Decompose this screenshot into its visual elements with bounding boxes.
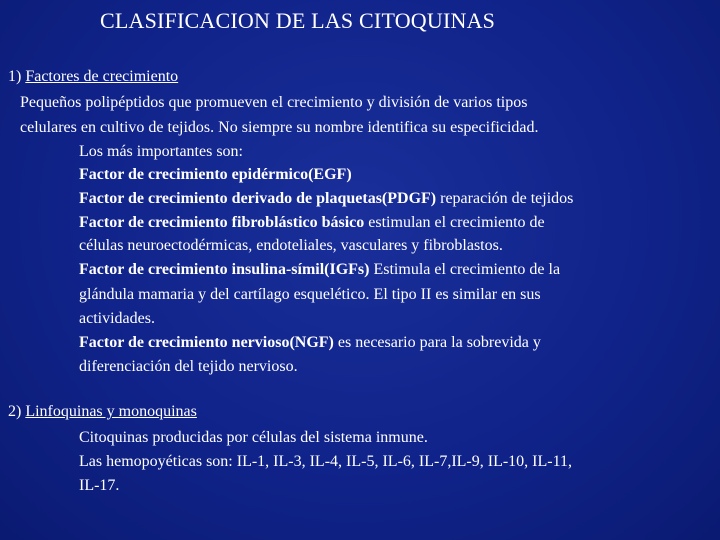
igf-name: Factor de crecimiento insulina-símil(IGFs): [79, 261, 370, 278]
egf-item: [79, 164, 352, 186]
pdgf-item: [79, 188, 573, 210]
fgf-name: Factor de crecimiento fibroblástico básico: [79, 214, 365, 231]
section-2-number: 2): [8, 403, 22, 420]
igf-description-line-3: actividades.: [79, 310, 155, 327]
section-1-intro-line-1: Pequeños polipéptidos que promueven el crecimiento y división de varios tipos: [20, 94, 528, 111]
ngf-description: es necesario para la sobrevida y: [333, 334, 541, 351]
egf-name: Factor de crecimiento epidérmico(EGF): [79, 166, 352, 183]
igf-description-line-2: glándula mamaria y del cartílago esquelético. El tipo II es similar en sus: [79, 286, 541, 303]
section-1-heading: [8, 68, 178, 86]
important-label: Los más importantes son:: [79, 143, 243, 160]
section-1-title: Factores de crecimiento: [25, 68, 179, 85]
igf-item: [79, 259, 560, 281]
ngf-name: Factor de crecimiento nervioso(NGF): [79, 334, 334, 351]
fgf-description: estimulan el crecimiento de: [364, 214, 545, 231]
section-1-number: 1): [8, 68, 22, 85]
slide-title: CLASIFICACION DE LAS CITOQUINAS: [100, 8, 496, 33]
section-2-line-1: Citoquinas producidas por células del sistema inmune.: [79, 429, 428, 446]
igf-description: Estimula el crecimiento de la: [369, 261, 561, 278]
section-2-line-3: IL-17.: [79, 477, 120, 494]
section-1-intro-line-2: celulares en cultivo de tejidos. No siempre su nombre identifica su especificidad.: [20, 119, 539, 136]
section-2-title: Linfoquinas y monoquinas: [25, 403, 197, 420]
fgf-item: [79, 212, 545, 234]
ngf-item: [79, 332, 541, 354]
pdgf-description: reparación de tejidos: [436, 190, 574, 207]
section-2-line-2: Las hemopoyéticas son: IL-1, IL-3, IL-4, IL-5, IL-6, IL-7,IL-9, IL-10, IL-11,: [79, 453, 573, 470]
fgf-description-line-2: células neuroectodérmicas, endoteliales, vasculares y fibroblastos.: [79, 237, 503, 254]
pdgf-name: Factor de crecimiento derivado de plaquetas(PDGF): [79, 190, 437, 207]
section-2-heading: [8, 403, 197, 421]
ngf-description-line-2: diferenciación del tejido nervioso.: [79, 358, 298, 375]
